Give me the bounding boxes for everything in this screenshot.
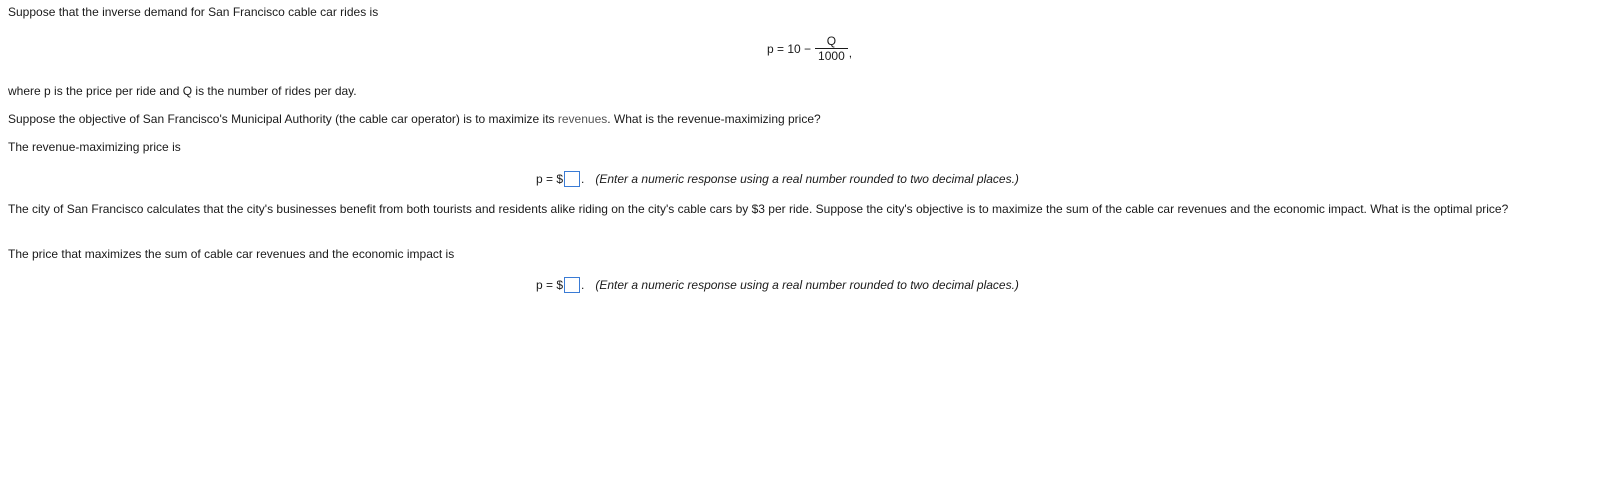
question-2: The city of San Francisco calculates that the city's businesses benefit from both tourists and residents alike riding on the city's cable cars by $3 per ride. Suppose the city's objective is to maximize the sum of the cable car revenues and the economic impact. What is the optimal price? (8, 202, 1509, 216)
answer-2-period: . (581, 278, 585, 292)
question-1 (8, 112, 821, 127)
answer-1-lead: The revenue-maximizing price is (8, 140, 181, 154)
intro-text: Suppose that the inverse demand for San Francisco cable car rides is (8, 5, 379, 19)
answer-1-row (536, 171, 1019, 187)
question-1-before: Suppose the objective of San Francisco's Municipal Authority (the cable car operator) is to maximize its (8, 112, 555, 126)
formula-fraction (815, 34, 848, 63)
formula-trailing: , (848, 45, 853, 60)
question-1-after: . What is the revenue-maximizing price? (607, 112, 821, 126)
answer-1-label: p = $ (536, 172, 564, 186)
answer-2-hint: (Enter a numeric response using a real number rounded to two decimal places.) (595, 278, 1019, 292)
inverse-demand-formula (767, 34, 852, 63)
formula-numerator: Q (826, 34, 837, 48)
answer-1-input[interactable] (564, 171, 580, 187)
answer-2-lead: The price that maximizes the sum of cable car revenues and the economic impact is (8, 247, 455, 261)
revenues-term-link[interactable]: revenues (557, 112, 608, 126)
answer-2-input[interactable] (564, 277, 580, 293)
where-text: where p is the price per ride and Q is the number of rides per day. (8, 84, 357, 98)
formula-denominator: 1000 (818, 49, 845, 63)
answer-2-label: p = $ (536, 278, 564, 292)
answer-1-period: . (581, 172, 585, 186)
formula-lhs: p = 10 − (767, 41, 812, 56)
answer-1-hint: (Enter a numeric response using a real number rounded to two decimal places.) (595, 172, 1019, 186)
answer-2-row (536, 277, 1019, 293)
